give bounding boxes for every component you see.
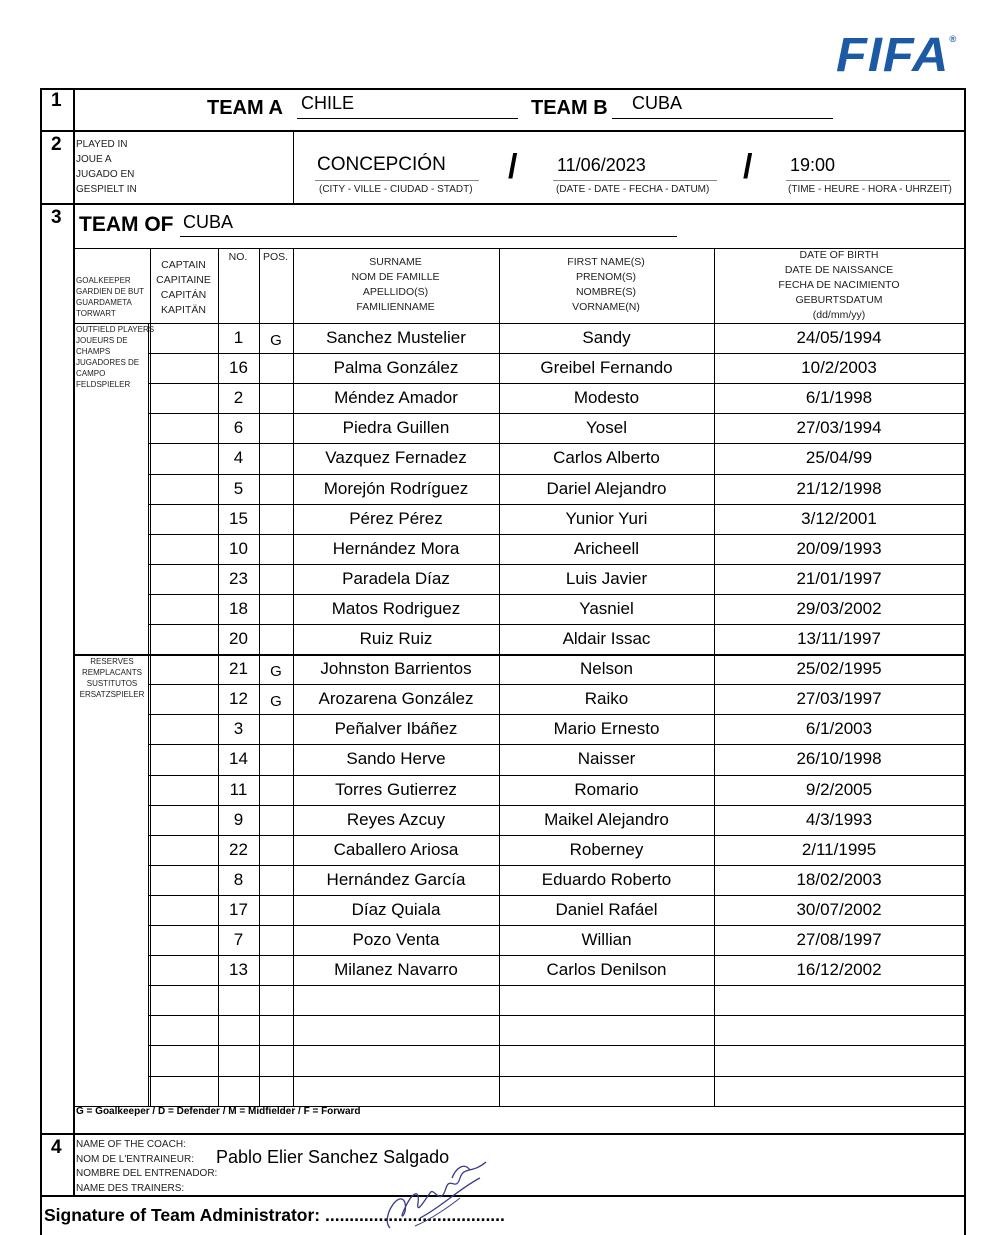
table-row — [0, 955, 999, 985]
player-surname: Caballero Ariosa — [333, 840, 459, 859]
player-number: 1 — [233, 328, 244, 347]
player-dob: 25/02/1995 — [796, 659, 882, 678]
player-surname: Hernández Mora — [332, 539, 460, 558]
header-dob — [714, 248, 964, 323]
player-surname: Arozarena González — [318, 689, 474, 708]
signature-label: Signature of Team Administrator: ..................................... — [44, 1205, 505, 1225]
table-row — [0, 383, 999, 413]
player-surname: Díaz Quiala — [351, 900, 441, 919]
player-dob: 6/1/2003 — [805, 719, 873, 738]
player-firstname: Nelson — [580, 659, 633, 678]
coach-name: Pablo Elier Sanchez Salgado — [216, 1147, 450, 1167]
player-firstname: Naisser — [577, 749, 636, 768]
player-number: 16 — [229, 358, 248, 377]
registered-mark: ® — [949, 34, 958, 44]
player-surname: Morejón Rodríguez — [323, 479, 469, 498]
handwritten-signature — [360, 1148, 500, 1235]
header-captain-line: CAPITÁN — [160, 289, 207, 301]
team-a-value: CHILE — [301, 93, 355, 113]
player-firstname: Romario — [574, 780, 639, 799]
table-row — [0, 925, 999, 955]
player-number: 17 — [229, 900, 248, 919]
player-dob: 13/11/1997 — [797, 629, 881, 648]
date-value: 11/06/2023 — [557, 155, 646, 175]
header-firstname — [499, 255, 713, 315]
table-row — [0, 323, 999, 353]
city-value: CONCEPCIÓN — [317, 154, 446, 175]
player-firstname: Aldair Issac — [562, 629, 651, 648]
section-number-3: 3 — [51, 207, 62, 228]
player-number: 2 — [233, 388, 244, 407]
player-surname: Palma González — [333, 358, 459, 377]
player-dob: 4/3/1993 — [805, 810, 873, 829]
table-row — [0, 474, 999, 504]
goalkeeper-line: GARDIEN DE BUT — [76, 287, 145, 296]
player-surname: Hernández García — [326, 870, 466, 889]
table-row — [0, 744, 999, 774]
player-firstname: Raiko — [584, 689, 629, 708]
played-in-line: PLAYED IN — [76, 139, 128, 150]
header-surname-line: APELLIDO(S) — [362, 286, 429, 298]
header-surname-line: SURNAME — [369, 256, 422, 268]
player-dob: 24/05/1994 — [796, 328, 882, 347]
header-captain-line: KAPITÄN — [161, 304, 206, 316]
player-position: G — [270, 663, 282, 680]
player-number: 21 — [229, 659, 248, 678]
player-dob: 21/12/1998 — [796, 479, 882, 498]
player-firstname: Maikel Alejandro — [544, 810, 669, 829]
team-a-label: TEAM A — [207, 97, 283, 119]
player-firstname: Carlos Denilson — [546, 960, 667, 979]
coach-label — [76, 1138, 217, 1196]
section-number-4: 4 — [51, 1137, 62, 1158]
team-of-label: TEAM OF — [79, 213, 174, 236]
player-dob: 16/12/2002 — [796, 960, 882, 979]
player-firstname: Aricheell — [573, 539, 640, 558]
table-row — [0, 775, 999, 805]
player-number: 7 — [233, 930, 244, 949]
section-number-2: 2 — [51, 134, 62, 155]
player-number: 5 — [233, 479, 244, 498]
player-dob: 27/08/1997 — [796, 930, 882, 949]
goalkeeper-label — [76, 275, 144, 319]
header-dob-line: (dd/mm/yy) — [812, 309, 866, 321]
player-firstname: Yosel — [586, 418, 627, 437]
player-number: 3 — [233, 719, 244, 738]
player-surname: Torres Gutierrez — [335, 780, 457, 799]
player-number: 23 — [229, 569, 248, 588]
header-dob-line: DATE OF BIRTH — [799, 249, 879, 261]
header-position: POS. — [262, 251, 289, 263]
player-dob: 30/07/2002 — [796, 900, 882, 919]
player-number: 4 — [233, 448, 244, 467]
position-legend: G = Goalkeeper / D = Defender / M = Midfielder / F = Forward — [76, 1106, 361, 1117]
table-row — [0, 714, 999, 744]
player-firstname: Luis Javier — [565, 569, 648, 588]
player-dob: 18/02/2003 — [796, 870, 882, 889]
played-in-line: JUGADO EN — [76, 169, 135, 180]
player-firstname: Sandy — [582, 328, 631, 347]
team-b-value: CUBA — [632, 93, 683, 113]
player-surname: Vazquez Fernadez — [325, 448, 467, 467]
player-dob: 6/1/1998 — [805, 388, 873, 407]
table-row — [0, 353, 999, 383]
player-number: 15 — [229, 509, 248, 528]
player-dob: 27/03/1997 — [796, 689, 882, 708]
table-row — [0, 504, 999, 534]
reserves-line: REMPLACANTS — [81, 668, 142, 677]
goalkeeper-line: GOALKEEPER — [76, 276, 131, 285]
goalkeeper-line: TORWART — [76, 309, 116, 318]
player-surname: Johnston Barrientos — [320, 659, 472, 678]
player-number: 12 — [229, 689, 248, 708]
player-firstname: Dariel Alejandro — [546, 479, 667, 498]
reserves-line: RESERVES — [90, 657, 134, 666]
table-row — [0, 684, 999, 714]
coach-label-line: NOMBRE DEL ENTRENADOR: — [76, 1168, 218, 1179]
player-dob: 21/01/1997 — [796, 569, 882, 588]
player-dob: 25/04/99 — [805, 448, 873, 467]
played-in-line: GESPIELT IN — [76, 184, 137, 195]
reserves-line: SUSTITUTOS — [86, 679, 138, 688]
table-row-line — [148, 1076, 964, 1077]
player-surname: Paradela Díaz — [342, 569, 450, 588]
player-firstname: Yunior Yuri — [565, 509, 648, 528]
player-number: 22 — [229, 840, 248, 859]
coach-label-line: NAME DES TRAINERS: — [76, 1182, 185, 1194]
player-firstname: Greibel Fernando — [540, 358, 673, 377]
player-dob: 26/10/1998 — [796, 749, 882, 768]
player-surname: Peñalver Ibáñez — [334, 719, 458, 738]
player-number: 14 — [229, 749, 248, 768]
time-value: 19:00 — [790, 155, 836, 175]
header-firstname-line: NOMBRE(S) — [575, 286, 637, 298]
player-number: 18 — [229, 599, 248, 618]
header-firstname-line: PRENOM(S) — [575, 271, 637, 283]
outfield-line: CHAMPS — [76, 347, 111, 356]
player-surname: Pérez Pérez — [349, 509, 443, 528]
player-surname: Pozo Venta — [352, 930, 440, 949]
header-firstname-line: VORNAME(N) — [572, 301, 640, 313]
player-firstname: Mario Ernesto — [553, 719, 660, 738]
player-firstname: Daniel Rafáel — [555, 900, 658, 919]
team-of-value: CUBA — [183, 212, 234, 232]
header-surname — [293, 255, 498, 315]
header-captain — [150, 258, 217, 318]
player-dob: 3/12/2001 — [801, 509, 877, 528]
player-surname: Sando Herve — [346, 749, 446, 768]
section-number-1: 1 — [51, 90, 62, 111]
outfield-line: CAMPO — [76, 369, 106, 378]
header-dob-line: DATE DE NAISSANCE — [784, 264, 894, 276]
table-row — [0, 835, 999, 865]
goalkeeper-line: GUARDAMETA — [76, 298, 132, 307]
player-surname: Piedra Guillen — [342, 418, 450, 437]
player-firstname: Yasniel — [579, 599, 634, 618]
fifa-logo-text: FIFA — [836, 29, 950, 82]
header-captain-line: CAPTAIN — [161, 259, 206, 271]
player-firstname: Eduardo Roberto — [541, 870, 672, 889]
player-position: G — [270, 332, 282, 349]
header-surname-line: FAMILIENNAME — [356, 301, 435, 313]
time-label: (TIME - HEURE - HORA - UHRZEIT) — [788, 184, 952, 195]
player-dob: 9/2/2005 — [805, 780, 873, 799]
player-surname: Méndez Amador — [334, 388, 458, 407]
city-label: (CITY - VILLE - CIUDAD - STADT) — [319, 184, 473, 195]
outfield-line: FELDSPIELER — [76, 380, 131, 389]
outfield-line: JOUEURS DE — [76, 336, 128, 345]
player-number: 9 — [233, 810, 244, 829]
table-row-line — [148, 1015, 964, 1016]
header-firstname-line: FIRST NAME(S) — [567, 256, 645, 268]
player-firstname: Modesto — [573, 388, 640, 407]
team-b-label: TEAM B — [531, 97, 608, 119]
coach-label-line: NOM DE L'ENTRAINEUR: — [76, 1153, 195, 1165]
player-firstname: Carlos Alberto — [553, 448, 660, 467]
table-row — [0, 654, 999, 684]
player-number: 11 — [229, 780, 248, 799]
table-row — [0, 594, 999, 624]
reserves-line: ERSATZSPIELER — [79, 690, 145, 699]
player-dob: 27/03/1994 — [796, 418, 882, 437]
table-row — [0, 624, 999, 654]
table-row-line — [148, 985, 964, 986]
table-row — [0, 413, 999, 443]
date-label: (DATE - DATE - FECHA - DATUM) — [556, 184, 710, 195]
player-surname: Ruiz Ruiz — [359, 629, 433, 648]
table-row-line — [148, 1045, 964, 1046]
separator-slash-2: / — [743, 148, 753, 186]
player-surname: Reyes Azcuy — [346, 810, 446, 829]
header-dob-line: FECHA DE NACIMIENTO — [778, 279, 900, 291]
table-row — [0, 805, 999, 835]
table-row — [0, 895, 999, 925]
player-firstname: Roberney — [569, 840, 644, 859]
player-number: 6 — [233, 418, 244, 437]
player-dob: 20/09/1993 — [796, 539, 882, 558]
table-row — [0, 564, 999, 594]
outfield-line: JUGADORES DE — [76, 358, 140, 367]
table-row — [0, 865, 999, 895]
header-captain-line: CAPITAINE — [156, 274, 211, 286]
player-surname: Milanez Navarro — [334, 960, 458, 979]
separator-slash-1: / — [508, 148, 518, 186]
header-number: NO. — [228, 251, 248, 263]
player-surname: Matos Rodriguez — [331, 599, 461, 618]
player-surname: Sanchez Mustelier — [326, 328, 466, 347]
player-firstname: Willian — [581, 930, 632, 949]
player-dob: 29/03/2002 — [796, 599, 882, 618]
player-dob: 2/11/1995 — [801, 840, 877, 859]
player-position: G — [270, 693, 282, 710]
header-surname-line: NOM DE FAMILLE — [351, 271, 440, 283]
header-dob-line: GEBURTSDATUM — [795, 294, 883, 306]
played-in-line: JOUE A — [76, 154, 112, 165]
player-number: 20 — [229, 629, 248, 648]
table-row — [0, 534, 999, 564]
player-number: 13 — [229, 960, 248, 979]
player-number: 8 — [233, 870, 244, 889]
player-dob: 10/2/2003 — [801, 358, 877, 377]
player-number: 10 — [229, 539, 248, 558]
table-row — [0, 443, 999, 473]
coach-label-line: NAME OF THE COACH: — [76, 1139, 186, 1150]
outfield-line: OUTFIELD PLAYERS — [76, 325, 155, 334]
